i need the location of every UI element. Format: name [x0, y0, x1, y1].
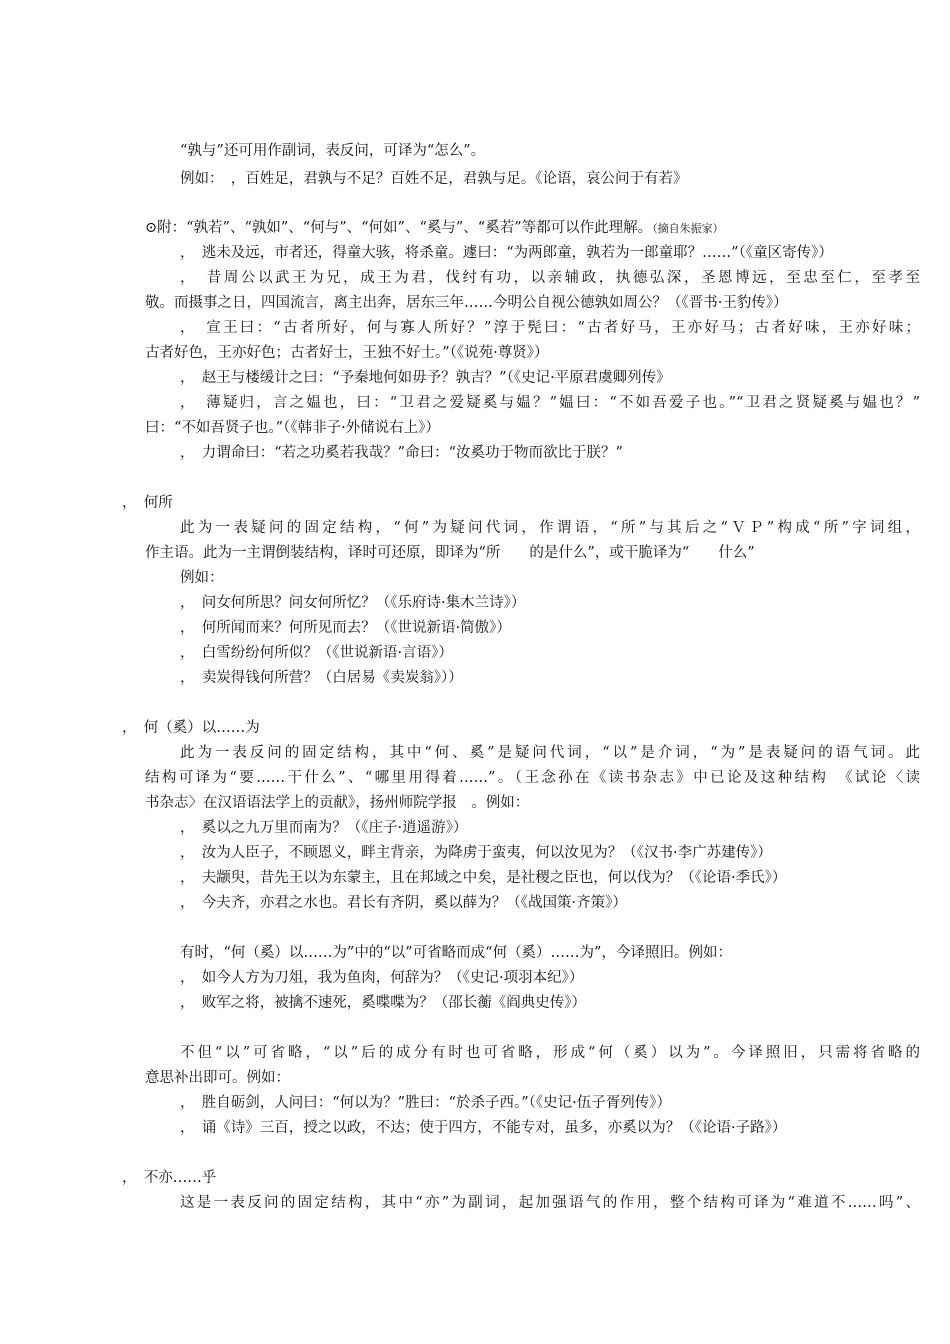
paragraph-line: 有时，“何（奚）以……为”中的“以”可省略而成“何（奚）……为”，今译照旧。例如：	[180, 945, 732, 961]
paragraph-line: 意思补出即可。例如：	[145, 1070, 290, 1086]
example-line: ， 卖炭得钱何所营？（白居易《卖炭翁》））	[180, 670, 463, 686]
example-line: ， 问女何所思？问女何所忆？（《乐府诗·集木兰诗》）	[180, 595, 526, 611]
example-label: 例如：	[180, 570, 224, 586]
example-line-cont: 敬。而摄事之日，四国流言，离主出奔，居东三年……今明公自视公德孰如周公？（《晋书·王豹传》）	[145, 295, 788, 311]
paragraph-line: 此为一表疑问的固定结构，“何”为疑问代词，作谓语，“所”与其后之“ＶＰ”构成“所”字词组，	[180, 520, 920, 536]
paragraph-line: 不但“以”可省略，“以”后的成分有时也可省略，形成“何（奚）以为”。今译照旧，只需将省略的	[180, 1045, 920, 1061]
example-line: ， 昔周公以武王为兄，成王为君，伐纣有功，以亲辅政，执德弘深，圣恩博远，至忠至仁，至孝至	[180, 270, 920, 286]
paragraph-line: “孰与”还可用作副词，表反问，可译为“怎么”。	[180, 143, 486, 159]
example-line: ， 赵王与楼缓计之曰：“予秦地何如毋予？孰吉？”（《史记·平原君虞卿列传》	[180, 370, 671, 386]
section-heading: ， 不亦……乎	[122, 1170, 217, 1186]
appendix-line	[145, 218, 724, 239]
example-line: 例如： ，百姓足，君孰与不足？百姓不足，君孰与足。《论语，哀公问于有若》	[180, 171, 688, 187]
example-line: ， 汝为人臣子，不顾恩义，畔主背亲，为降虏于蛮夷，何以汝见为？（《汉书·李广苏建传》）	[180, 845, 772, 861]
example-line: ， 何所闻而来？何所见而去？（《世说新语·简傲》）	[180, 620, 511, 636]
example-line: ， 如今人方为刀俎，我为鱼肉，何辞为？（《史记·项羽本纪》）	[180, 970, 584, 986]
example-line: ， 逃未及远，市者还，得童大骇，将杀童。遽曰：“为两郎童，孰若为一郎童耶？……”（《童区寄传》）	[180, 245, 833, 261]
example-line: ， 薄疑归，言之媪也，曰：“卫君之爱疑奚与媪？”媪曰：“不如吾爱子也。”“卫君之贤疑奚与媪也？”	[180, 395, 920, 411]
paragraph-line: 结构可译为“要……干什么”、“哪里用得着……”。（王念孙在《读书杂志》中已论及这种结构 《试论〈读	[145, 770, 920, 786]
example-line: ， 诵《诗》三百，授之以政，不达；使于四方，不能专对，虽多，亦奚以为？（《论语·子路》）	[180, 1120, 787, 1136]
source-note: （摘自朱振家）	[652, 222, 724, 235]
paragraph-line: 这是一表反问的固定结构，其中“亦”为副词，起加强语气的作用，整个结构可译为“难道不……吗”、	[180, 1195, 920, 1211]
paragraph-line: 作主语。此为一主谓倒装结构，译时可还原，即译为“所 的是什么”，或干脆译为“ 什么”	[145, 545, 755, 561]
example-line-cont: 曰：“不如吾贤子也。”（《韩非子·外储说右上》）	[145, 420, 440, 436]
example-line: ， 奚以之九万里而南为？（《庄子·逍遥游》）	[180, 820, 468, 836]
appendix-text: ⊙附：“孰若”、“孰如”、“何与”、“何如”、“奚与”、“奚若”等都可以作此理解。	[145, 220, 653, 236]
section-heading: ， 何所	[122, 495, 173, 511]
example-line: ， 败军之将，被擒不速死，奚喋喋为？（邵长蘅《阎典史传》）	[180, 995, 586, 1011]
example-line: ， 今夫齐，亦君之水也。君长有齐阴，奚以薛为？（《战国策·齐策》）	[180, 895, 627, 911]
example-line: ， 力谓命曰：“若之功奚若我哉？”命曰：“汝奚功于物而欲比于朕？”	[180, 445, 623, 461]
example-line: ， 夫颛臾，昔先王以为东蒙主，且在邦域之中矣，是社稷之臣也，何以伐为？（《论语·季氏》）	[180, 870, 787, 886]
example-line: ， 宣王曰：“古者所好，何与寡人所好？”淳于髡曰：“古者好马，王亦好马；古者好味，王亦好味；	[180, 320, 920, 336]
example-line-cont: 古者好色，王亦好色；古者好士，王独不好士。”（《说苑·尊贤》）	[145, 345, 549, 361]
section-heading: ， 何（奚）以……为	[122, 720, 260, 736]
example-line: ， 胜自砺剑，人问曰：“何以为？”胜曰：“於杀子西。”（《史记·伍子胥列传》）	[180, 1095, 672, 1111]
example-line: ， 白雪纷纷何所似？（《世说新语·言语》）	[180, 645, 453, 661]
paragraph-line: 书杂志〉在汉语语法学上的贡献》，扬州师院学报 。例如：	[145, 795, 530, 811]
paragraph-line: 此为一表反问的固定结构，其中“何、奚”是疑问代词，“以”是介词，“为”是表疑问的语气词。此	[180, 745, 920, 761]
